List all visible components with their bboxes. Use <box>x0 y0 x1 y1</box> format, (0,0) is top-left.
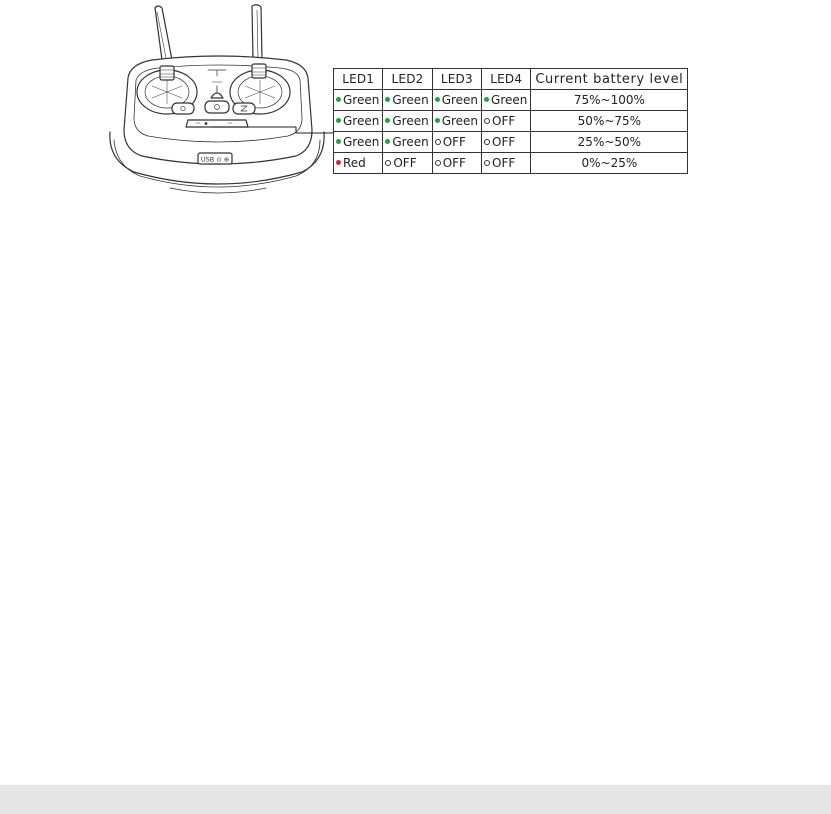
header-battery-level: Current battery level <box>531 69 688 90</box>
led-state-label: Green <box>441 93 479 107</box>
led-state-cell <box>334 90 383 111</box>
table-row <box>334 111 688 132</box>
led-state-label: Green <box>491 93 528 107</box>
led-off-dot-icon <box>435 160 441 166</box>
led-state-cell <box>482 153 531 174</box>
led-state-cell <box>432 153 481 174</box>
led-on-dot-icon <box>336 160 341 165</box>
led-state-label: Green <box>343 135 380 149</box>
header-led2: LED2 <box>383 69 432 90</box>
table-row <box>334 90 688 111</box>
led-on-dot-icon <box>435 118 440 123</box>
led-on-dot-icon <box>385 118 390 123</box>
header-led3: LED3 <box>432 69 481 90</box>
led-state-label: Red <box>343 156 366 170</box>
led-state-cell <box>334 111 383 132</box>
led-state-cell <box>432 111 481 132</box>
led-off-dot-icon <box>435 139 441 145</box>
led-state-cell <box>482 111 531 132</box>
led-on-dot-icon <box>385 139 390 144</box>
led-off-dot-icon <box>484 139 490 145</box>
led-off-dot-icon <box>385 160 391 166</box>
led-state-cell <box>482 90 531 111</box>
led-on-dot-icon <box>484 97 489 102</box>
battery-level-cell: 25%~50% <box>531 132 688 153</box>
battery-level-cell: 50%~75% <box>531 111 688 132</box>
led-on-dot-icon <box>336 118 341 123</box>
led-state-cell <box>432 132 481 153</box>
table-row <box>334 132 688 153</box>
led-state-label: OFF <box>442 156 466 170</box>
table-row <box>334 153 688 174</box>
led-on-dot-icon <box>336 139 341 144</box>
led-state-label: OFF <box>393 156 417 170</box>
led-state-label: OFF <box>492 135 516 149</box>
led-state-cell <box>383 90 432 111</box>
led-state-cell <box>432 90 481 111</box>
led-state-cell <box>334 132 383 153</box>
remote-controller-illustration <box>100 0 335 200</box>
table-header-row <box>334 69 688 90</box>
battery-level-cell: 75%~100% <box>531 90 688 111</box>
led-state-cell <box>482 132 531 153</box>
left-antenna <box>155 6 172 64</box>
led-state-label: Green <box>392 114 429 128</box>
led-state-label: Green <box>392 135 429 149</box>
led-state-label: OFF <box>492 114 516 128</box>
battery-level-cell: 0%~25% <box>531 153 688 174</box>
led-state-label: Green <box>392 93 429 107</box>
led-state-cell <box>383 111 432 132</box>
usb-port-label: USB ⊙ ⊕ <box>200 155 230 164</box>
led-state-label: OFF <box>442 135 466 149</box>
led-off-dot-icon <box>484 160 490 166</box>
led-on-dot-icon <box>435 97 440 102</box>
led-state-label: OFF <box>492 156 516 170</box>
header-led4: LED4 <box>482 69 531 90</box>
led-state-label: Green <box>441 114 479 128</box>
footer-bar <box>0 785 831 814</box>
led-state-label: Green <box>343 93 380 107</box>
led-state-cell <box>383 132 432 153</box>
right-antenna <box>252 5 262 64</box>
led-battery-table <box>333 68 688 174</box>
led-off-dot-icon <box>484 118 490 124</box>
led-on-dot-icon <box>385 97 390 102</box>
led-state-cell <box>334 153 383 174</box>
header-led1: LED1 <box>334 69 383 90</box>
led-state-label: Green <box>343 114 380 128</box>
led-state-cell <box>383 153 432 174</box>
led-on-dot-icon <box>336 97 341 102</box>
